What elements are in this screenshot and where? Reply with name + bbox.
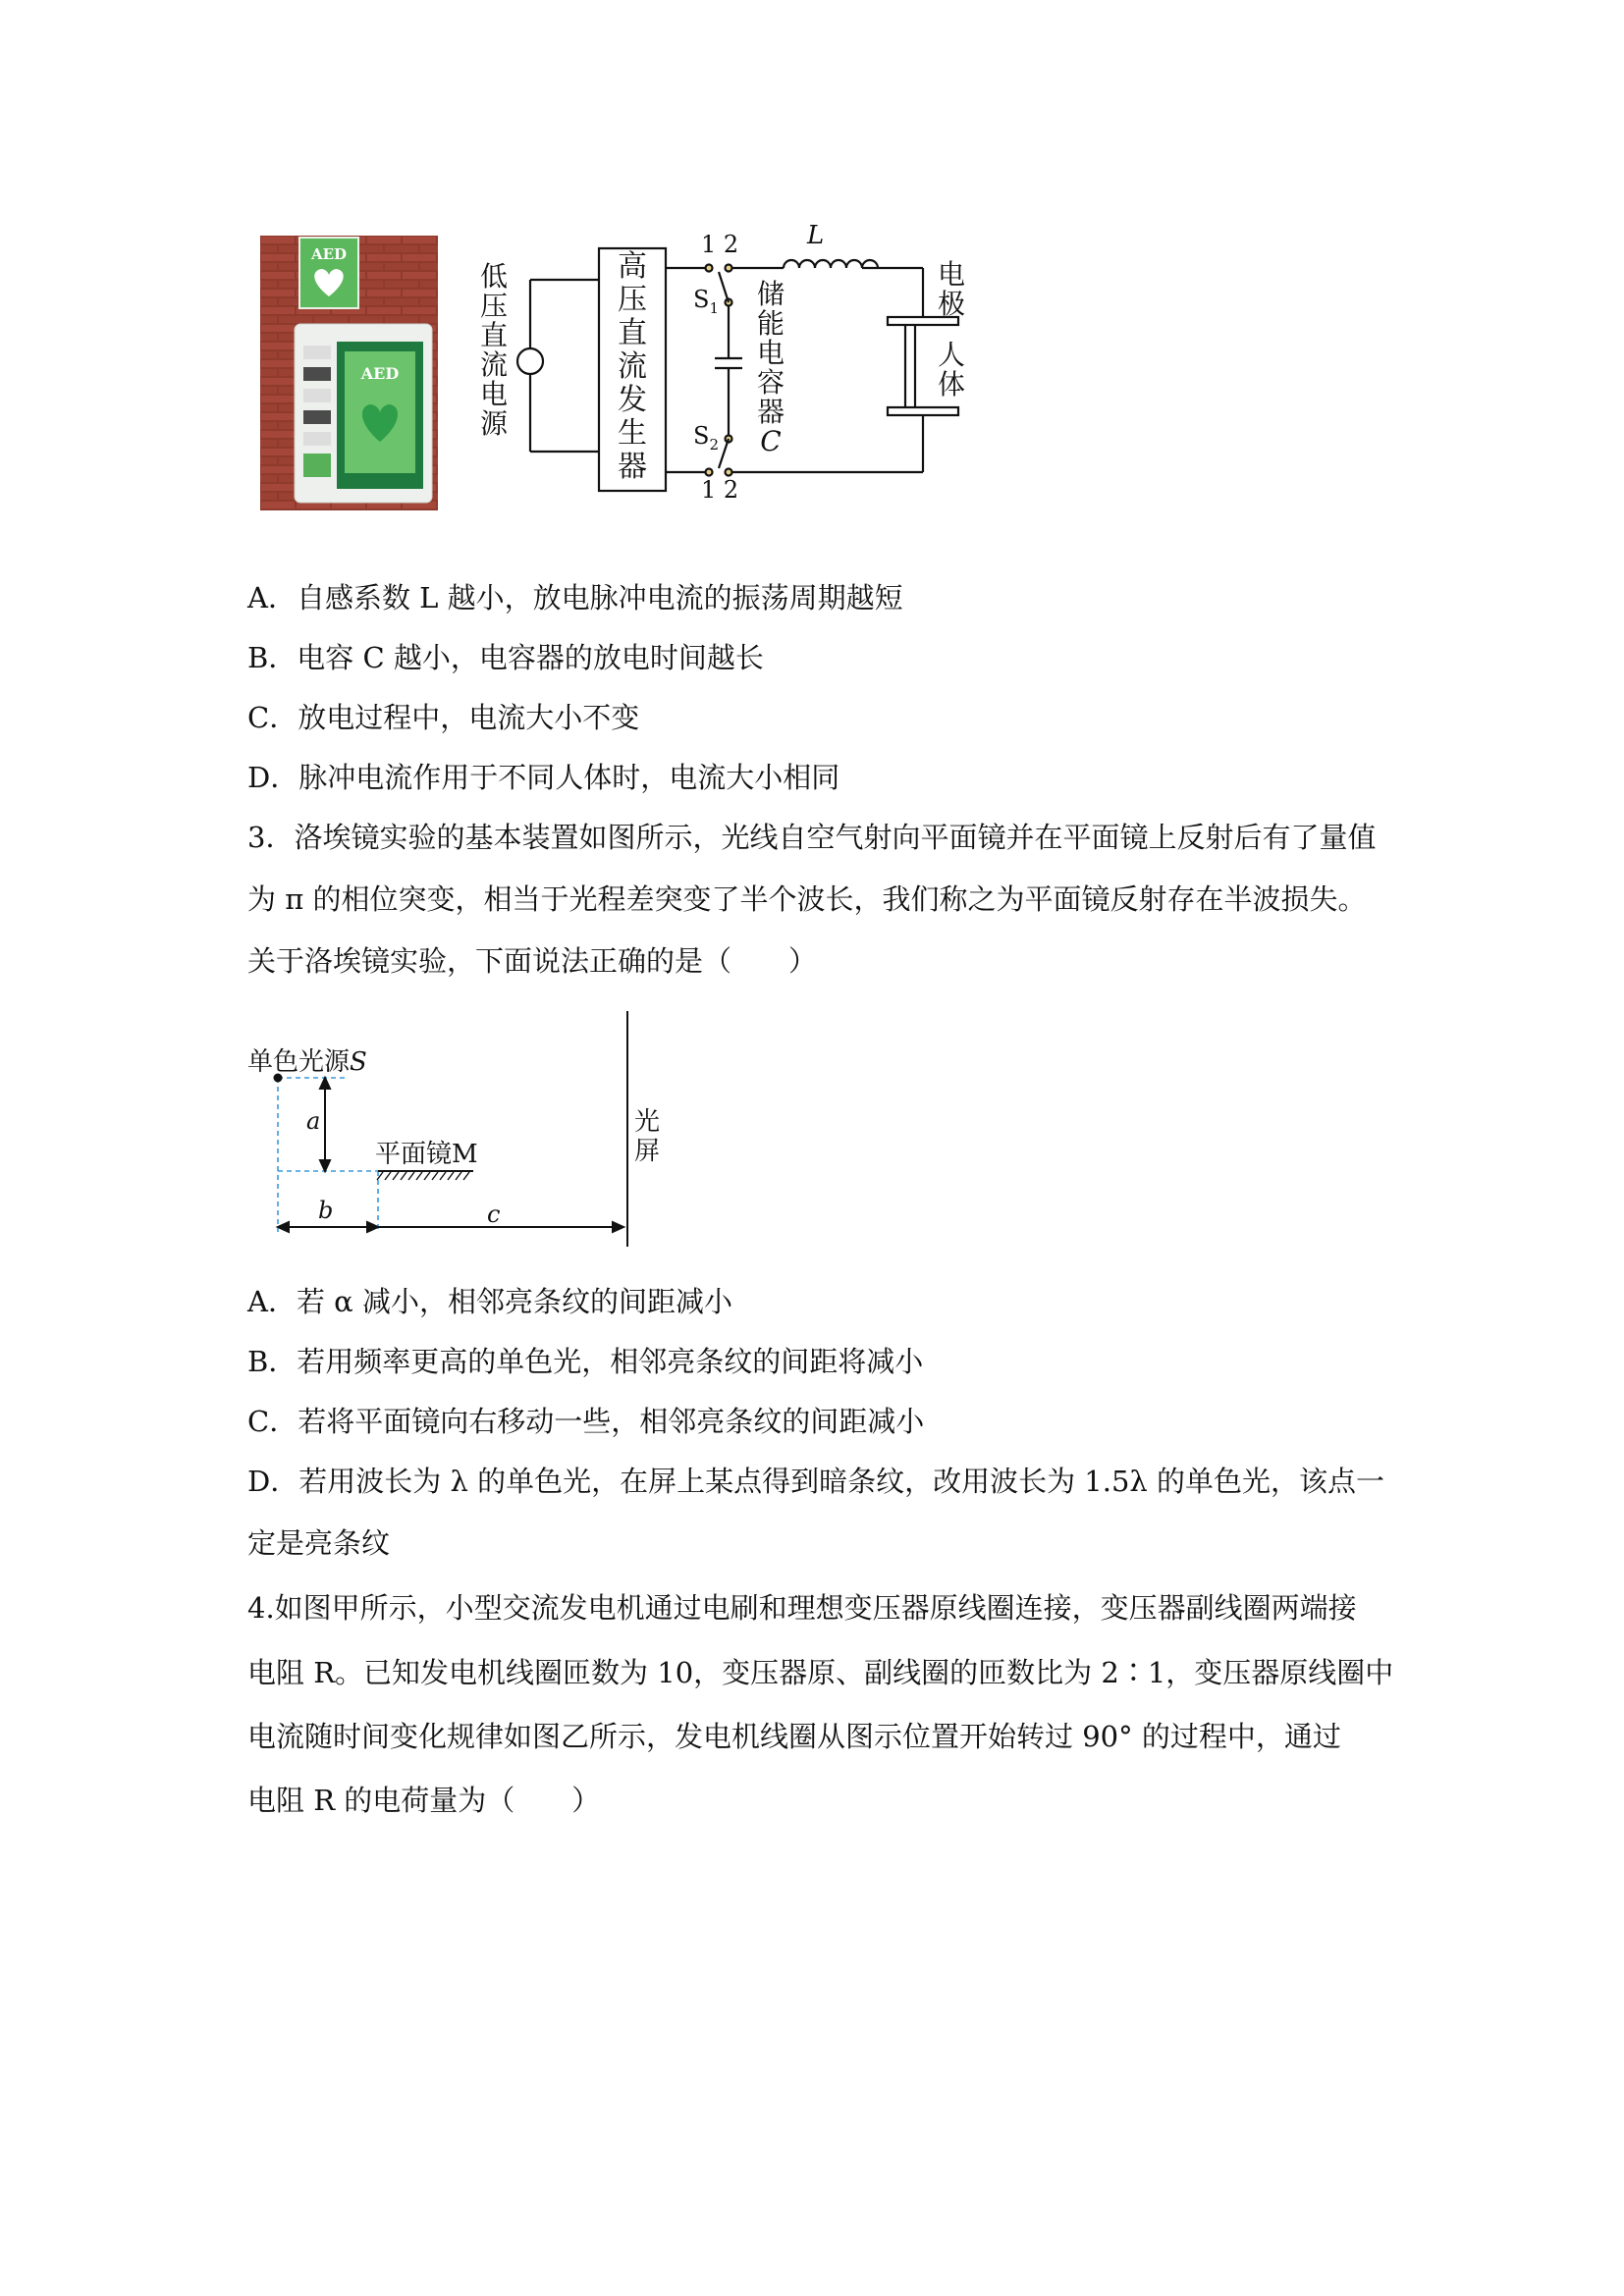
human-body-label: 人 体 [937, 339, 965, 400]
q2-option-b: B．电容 C 越小，电容器的放电时间越长 [247, 641, 764, 674]
q4-stem-line-2: 电阻 R。已知发电机线圈匝数为 10，变压器原、副线圈的匝数比为 2∶1，变压器原线圈中 [247, 1656, 1394, 1689]
capacitor-label: 储 能 电 容 器 C [756, 278, 785, 457]
switch-numbers-bottom: 1 2 [701, 476, 739, 504]
q2-option-a: A．自感系数 L 越小，放电脉冲电流的振荡周期越短 [247, 581, 903, 614]
s1-label: $S_1$ [693, 286, 719, 317]
switch-numbers-top: 1 2 [701, 231, 739, 258]
q3-stem-line-3: 关于洛埃镜实验，下面说法正确的是（ ） [247, 944, 818, 978]
distance-a-label: a [306, 1107, 321, 1135]
q4-stem-line-4: 电阻 R 的电荷量为（ ） [247, 1784, 601, 1817]
aed-photo [260, 236, 438, 510]
mirror-label: 平面镜M [375, 1140, 478, 1169]
hv-generator-label: 高 压 直 流 发 生 器 [618, 249, 647, 484]
inductor-label: L [807, 221, 825, 250]
distance-c-label: c [487, 1201, 501, 1228]
q4-stem-line-3: 电流随时间变化规律如图乙所示，发电机线圈从图示位置开始转过 90° 的过程中，通过 [247, 1720, 1341, 1753]
low-voltage-source-label: 低 压 直 流 电 源 [479, 260, 508, 440]
q3-option-a: A．若 α 减小，相邻亮条纹的间距减小 [247, 1285, 732, 1318]
aed-box-text: AED [360, 364, 400, 383]
q4-stem-line-1: 4.如图甲所示，小型交流发电机通过电刷和理想变压器原线圈连接，变压器副线圈两端接 [247, 1591, 1357, 1625]
q3-option-b: B．若用频率更高的单色光，相邻亮条纹的间距将减小 [247, 1345, 924, 1378]
light-source-label: 单色光源S [247, 1047, 367, 1077]
screen-label: 光 屏 [633, 1107, 660, 1166]
q3-option-d-line-1: D．若用波长为 λ 的单色光，在屏上某点得到暗条纹，改用波长为 1.5λ 的单色光，该点一 [247, 1465, 1385, 1498]
q3-stem-line-1: 3．洛埃镜实验的基本装置如图所示，光线自空气射向平面镜并在平面镜上反射后有了量值 [247, 821, 1377, 854]
q3-stem-line-2: 为 π 的相位突变，相当于光程差突变了半个波长，我们称之为平面镜反射存在半波损失。 [247, 882, 1367, 916]
q3-option-d-line-2: 定是亮条纹 [247, 1526, 391, 1560]
electrode-label: 电 极 [937, 258, 965, 320]
aed-sign-text: AED [310, 245, 348, 263]
q3-option-c: C．若将平面镜向右移动一些，相邻亮条纹的间距减小 [247, 1405, 925, 1438]
distance-b-label: b [318, 1197, 334, 1224]
q2-option-d: D．脉冲电流作用于不同人体时，电流大小相同 [247, 761, 840, 794]
aed-circuit-diagram [461, 221, 992, 515]
q2-option-c: C．放电过程中，电流大小不变 [247, 701, 640, 734]
lloyd-mirror-diagram [245, 1006, 687, 1252]
s2-label: $S_2$ [693, 422, 719, 454]
